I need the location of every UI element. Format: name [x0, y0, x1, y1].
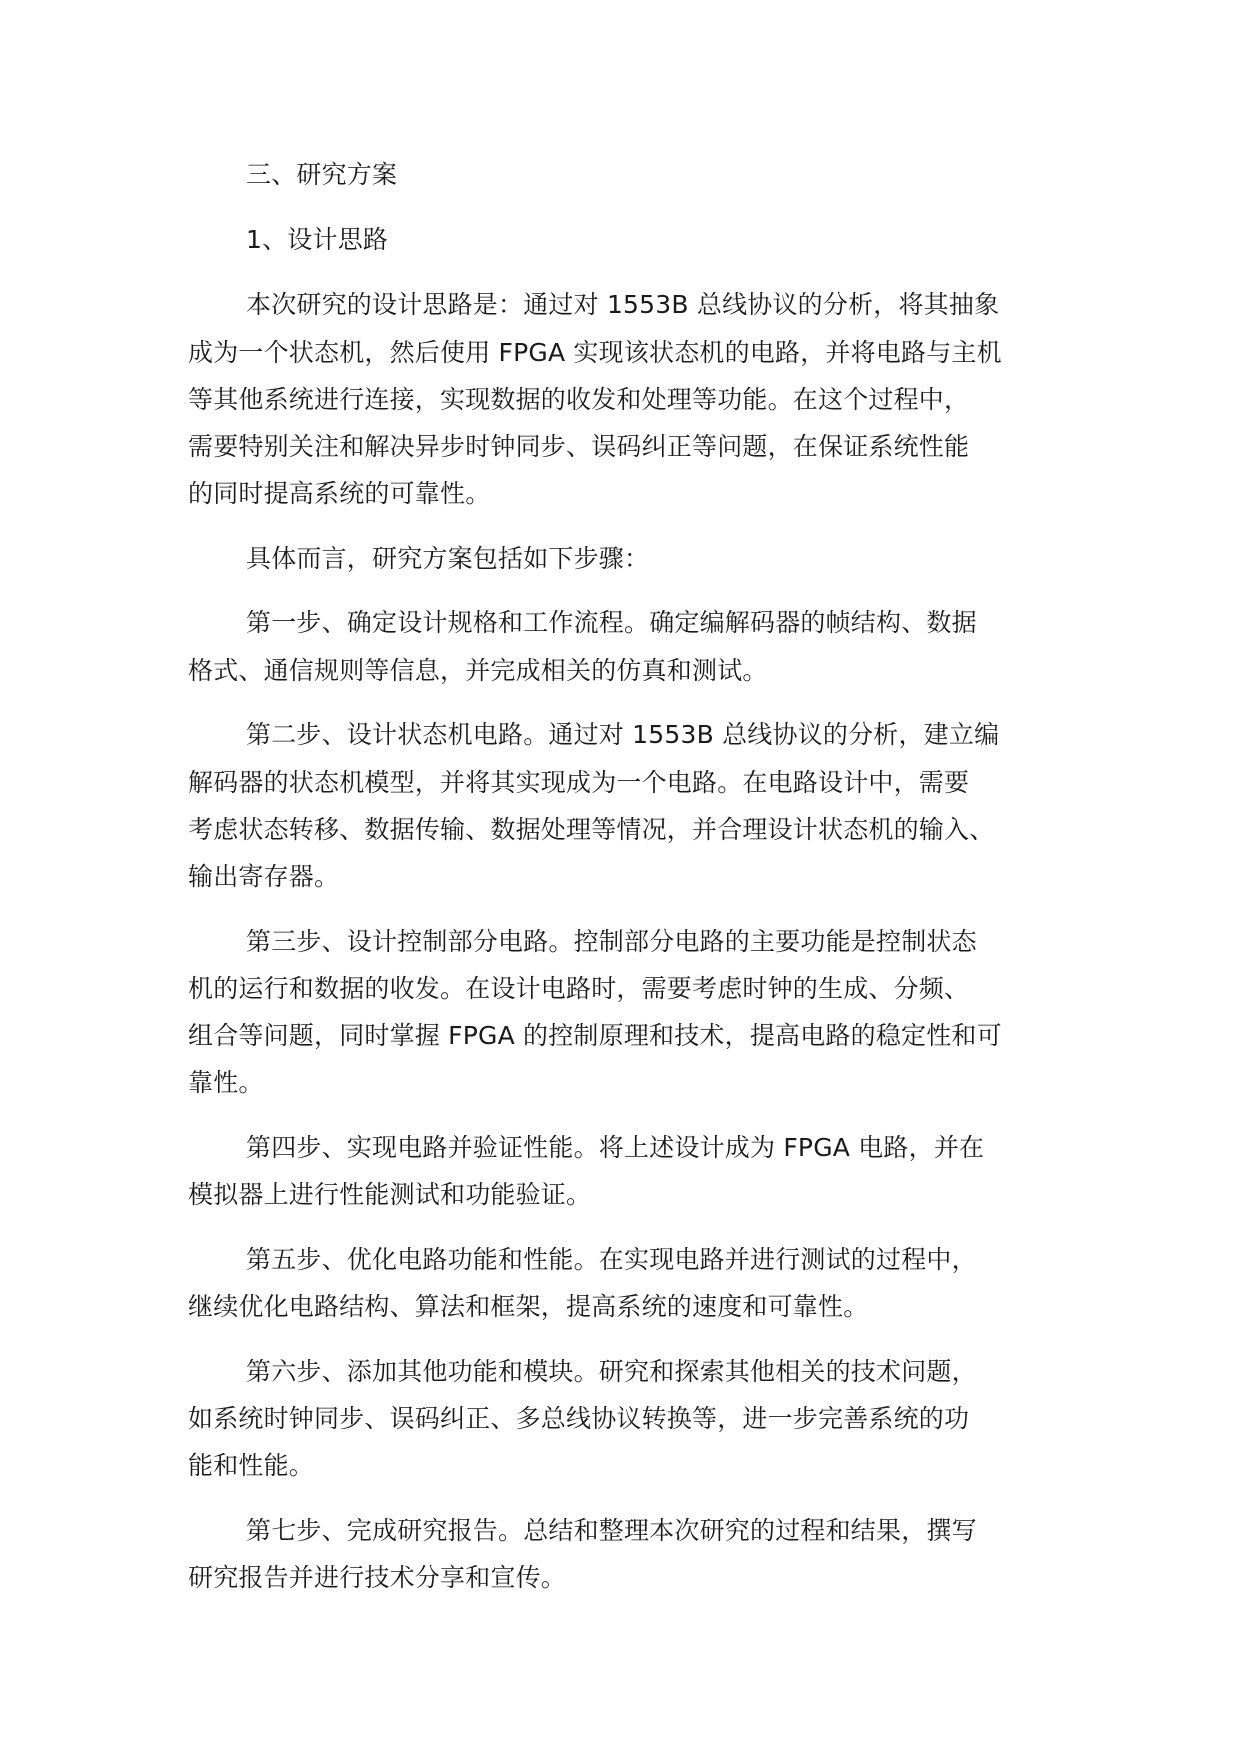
paragraph-line: 等其他系统进行连接，实现数据的收发和处理等功能。在这个过程中，	[188, 385, 970, 414]
paragraph-line: 第三步、设计控制部分电路。控制部分电路的主要功能是控制状态	[246, 927, 977, 956]
paragraph-line: 需要特别关注和解决异步时钟同步、误码纠正等问题，在保证系统性能	[188, 432, 970, 461]
section-heading: 三、研究方案	[246, 160, 398, 189]
paragraph-line: 本次研究的设计思路是：通过对 1553B 总线协议的分析，将其抽象	[246, 290, 1000, 319]
subsection-heading: 1、设计思路	[246, 225, 389, 254]
paragraph-line: 能和性能。	[188, 1451, 315, 1480]
paragraph-line: 第六步、添加其他功能和模块。研究和探索其他相关的技术问题，	[246, 1357, 977, 1386]
paragraph-line: 成为一个状态机，然后使用 FPGA 实现该状态机的电路，并将电路与主机	[188, 338, 1002, 367]
paragraph-line: 考虑状态转移、数据传输、数据处理等情况，并合理设计状态机的输入、	[188, 815, 995, 844]
paragraph-line: 研究报告并进行技术分享和宣传。	[188, 1563, 567, 1592]
paragraph-line: 机的运行和数据的收发。在设计电路时，需要考虑时钟的生成、分频、	[188, 974, 970, 1003]
paragraph-line: 的同时提高系统的可靠性。	[188, 479, 491, 508]
paragraph-line: 继续优化电路结构、算法和框架，提高系统的速度和可靠性。	[188, 1292, 869, 1321]
paragraph-line: 靠性。	[188, 1068, 264, 1097]
paragraph-line: 第一步、确定设计规格和工作流程。确定编解码器的帧结构、数据	[246, 608, 977, 637]
paragraph-line: 第七步、完成研究报告。总结和整理本次研究的过程和结果，撰写	[246, 1516, 977, 1545]
paragraph-line: 格式、通信规则等信息，并完成相关的仿真和测试。	[188, 656, 768, 685]
paragraph-line: 解码器的状态机模型，并将其实现成为一个电路。在电路设计中，需要	[188, 768, 970, 797]
paragraph-line: 具体而言，研究方案包括如下步骤：	[246, 544, 650, 573]
paragraph-line: 组合等问题，同时掌握 FPGA 的控制原理和技术，提高电路的稳定性和可	[188, 1021, 1002, 1050]
paragraph-line: 第四步、实现电路并验证性能。将上述设计成为 FPGA 电路，并在	[246, 1133, 985, 1162]
paragraph-line: 第二步、设计状态机电路。通过对 1553B 总线协议的分析，建立编	[246, 720, 1000, 749]
paragraph-line: 如系统时钟同步、误码纠正、多总线协议转换等，进一步完善系统的功	[188, 1404, 970, 1433]
paragraph-line: 第五步、优化电路功能和性能。在实现电路并进行测试的过程中，	[246, 1245, 977, 1274]
paragraph-line: 模拟器上进行性能测试和功能验证。	[188, 1180, 592, 1209]
paragraph-line: 输出寄存器。	[188, 862, 340, 891]
